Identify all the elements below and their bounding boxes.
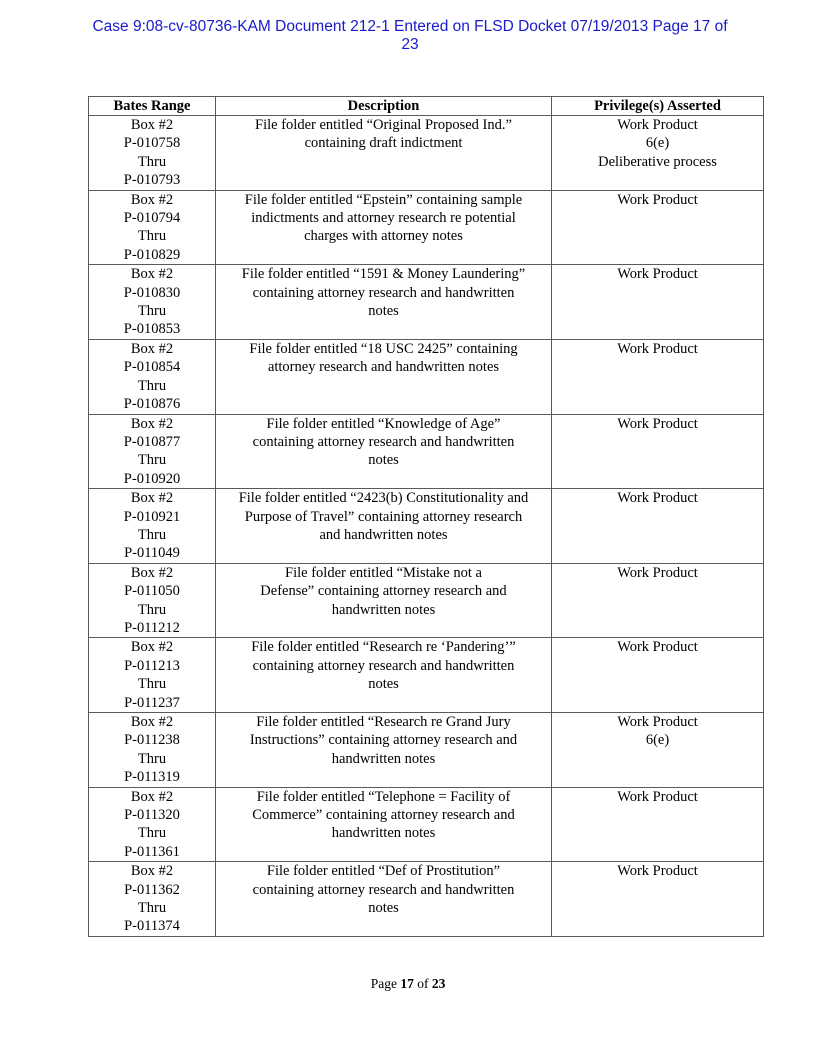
table-row — [89, 862, 764, 937]
description-line: File folder entitled “18 USC 2425” containing — [249, 340, 518, 357]
description-cell — [216, 116, 552, 191]
bates-start: P-011050 — [124, 583, 180, 600]
bates-end: P-011237 — [124, 694, 180, 711]
header-line-1: Case 9:08-cv-80736-KAM Document 212-1 Entered on FLSD Docket 07/19/2013 Page 17 of — [92, 18, 728, 35]
privilege-line: Work Product — [617, 117, 698, 133]
table-row — [89, 190, 764, 265]
table-row — [89, 489, 764, 564]
table-row — [89, 563, 764, 638]
privilege-line: Deliberative process — [598, 153, 717, 170]
description-line: File folder entitled “1591 & Money Laundering” — [241, 266, 526, 283]
bates-start: P-011320 — [124, 807, 180, 824]
privilege-line: Work Product — [617, 788, 698, 805]
privilege-line: 6(e) — [645, 135, 670, 152]
bates-thru: Thru — [137, 377, 167, 394]
bates-end: P-010853 — [123, 321, 181, 338]
bates-thru: Thru — [137, 825, 167, 842]
bates-thru: Thru — [137, 153, 167, 170]
description-line: containing attorney research and handwritten — [252, 657, 515, 674]
privilege-cell — [552, 713, 764, 788]
description-cell — [216, 265, 552, 340]
description-cell — [216, 638, 552, 713]
privilege-cell — [552, 638, 764, 713]
bates-end: P-010793 — [123, 172, 181, 189]
bates-thru: Thru — [137, 228, 167, 245]
privilege-line: Work Product — [617, 863, 698, 880]
bates-thru: Thru — [137, 900, 167, 917]
bates-range-cell — [89, 265, 216, 340]
description-line: containing draft indictment — [304, 135, 463, 152]
bates-thru: Thru — [137, 676, 167, 693]
footer-page-label: Page — [370, 976, 397, 991]
description-line: Instructions” containing attorney research and — [249, 732, 518, 749]
description-line: handwritten notes — [331, 825, 436, 842]
privilege-line: Work Product — [617, 639, 698, 656]
privilege-line: Work Product — [617, 340, 698, 357]
bates-box: Box #2 — [130, 191, 174, 208]
bates-thru: Thru — [137, 526, 167, 543]
bates-start: P-010877 — [123, 433, 181, 450]
privilege-line: 6(e) — [645, 732, 670, 749]
privilege-line: Work Product — [617, 490, 698, 507]
privilege-line: Work Product — [617, 415, 698, 432]
table-row — [89, 787, 764, 862]
bates-end: P-010876 — [123, 396, 181, 413]
description-line: File folder entitled “Research re Grand Jury — [256, 714, 511, 730]
description-line: File folder entitled “Original Proposed Ind.” — [255, 117, 512, 133]
privilege-cell — [552, 563, 764, 638]
description-line: Purpose of Travel” containing attorney research — [244, 508, 523, 525]
table-row — [89, 116, 764, 191]
bates-range-cell — [89, 713, 216, 788]
description-cell — [216, 339, 552, 414]
bates-range-cell — [89, 787, 216, 862]
description-line: notes — [368, 303, 399, 320]
privilege-line: Work Product — [617, 564, 698, 581]
description-line: File folder entitled “2423(b) Constitutionality and — [238, 490, 529, 507]
privilege-line: Work Product — [617, 191, 698, 208]
footer-current-page: 17 — [400, 976, 414, 991]
table-row — [89, 339, 764, 414]
bates-end: P-010829 — [123, 246, 181, 263]
description-cell — [216, 489, 552, 564]
bates-box: Box #2 — [130, 714, 174, 730]
bates-start: P-010830 — [123, 284, 181, 301]
privilege-cell — [552, 787, 764, 862]
table-row — [89, 265, 764, 340]
bates-start: P-010758 — [123, 135, 181, 152]
privilege-cell — [552, 116, 764, 191]
description-line: handwritten notes — [331, 750, 436, 767]
description-line: notes — [368, 900, 399, 917]
description-line: containing attorney research and handwritten — [252, 284, 515, 301]
bates-thru: Thru — [137, 452, 167, 469]
bates-thru: Thru — [137, 303, 167, 320]
bates-box: Box #2 — [130, 863, 174, 880]
table-row — [89, 414, 764, 489]
bates-start: P-010794 — [123, 210, 181, 227]
bates-box: Box #2 — [130, 639, 174, 656]
description-cell — [216, 787, 552, 862]
header-line-2: 23 — [401, 36, 419, 53]
description-cell — [216, 190, 552, 265]
court-filing-header — [60, 18, 760, 54]
description-cell — [216, 563, 552, 638]
bates-box: Box #2 — [130, 788, 174, 805]
description-cell — [216, 414, 552, 489]
privilege-cell — [552, 190, 764, 265]
description-line: containing attorney research and handwritten — [252, 433, 515, 450]
table-header-row — [89, 97, 764, 116]
footer-of-label: of — [417, 976, 429, 991]
description-line: File folder entitled “Knowledge of Age” — [266, 415, 501, 432]
privilege-cell — [552, 414, 764, 489]
bates-range-cell — [89, 190, 216, 265]
bates-end: P-011319 — [124, 769, 180, 786]
bates-box: Box #2 — [130, 415, 174, 432]
bates-end: P-011212 — [124, 619, 180, 636]
bates-box: Box #2 — [130, 117, 174, 133]
privilege-cell — [552, 339, 764, 414]
description-cell — [216, 713, 552, 788]
description-line: charges with attorney notes — [304, 228, 463, 245]
bates-range-cell — [89, 339, 216, 414]
bates-start: P-011213 — [124, 657, 180, 674]
description-line: File folder entitled “Telephone = Facility of — [256, 788, 511, 805]
bates-end: P-011374 — [124, 918, 180, 935]
description-line: and handwritten notes — [319, 526, 448, 543]
description-line: handwritten notes — [331, 601, 436, 618]
bates-end: P-011361 — [124, 843, 180, 860]
privilege-cell — [552, 265, 764, 340]
footer-total-pages: 23 — [431, 976, 446, 991]
bates-range-cell — [89, 414, 216, 489]
bates-box: Box #2 — [130, 340, 174, 357]
column-header-bates-range: Bates Range — [89, 97, 216, 116]
table-row — [89, 638, 764, 713]
bates-end: P-011049 — [124, 545, 180, 562]
description-line: File folder entitled “Research re ‘Pandering’” — [251, 639, 516, 656]
bates-range-cell — [89, 638, 216, 713]
bates-thru: Thru — [137, 601, 167, 618]
column-header-privilege: Privilege(s) Asserted — [552, 97, 764, 116]
privilege-line: Work Product — [617, 266, 698, 283]
bates-end: P-010920 — [123, 470, 181, 487]
description-line: attorney research and handwritten notes — [267, 359, 500, 376]
privilege-line: Work Product — [617, 714, 698, 730]
description-line: Commerce” containing attorney research and — [252, 807, 515, 824]
bates-range-cell — [89, 489, 216, 564]
bates-start: P-010921 — [123, 508, 181, 525]
bates-box: Box #2 — [130, 266, 174, 283]
description-line: File folder entitled “Def of Prostitution” — [266, 863, 501, 880]
page-footer — [0, 976, 816, 992]
bates-thru: Thru — [137, 750, 167, 767]
privilege-log-table — [88, 96, 764, 937]
bates-start: P-010854 — [123, 359, 181, 376]
description-line: containing attorney research and handwritten — [252, 881, 515, 898]
description-line: File folder entitled “Mistake not a — [285, 564, 482, 581]
privilege-cell — [552, 862, 764, 937]
description-line: Defense” containing attorney research and — [260, 583, 507, 600]
bates-start: P-011362 — [124, 881, 180, 898]
description-line: File folder entitled “Epstein” containing sample — [244, 191, 523, 208]
description-line: notes — [368, 452, 399, 469]
bates-start: P-011238 — [124, 732, 180, 749]
bates-box: Box #2 — [130, 564, 174, 581]
column-header-description: Description — [216, 97, 552, 116]
bates-range-cell — [89, 116, 216, 191]
privilege-cell — [552, 489, 764, 564]
bates-box: Box #2 — [130, 490, 174, 507]
bates-range-cell — [89, 563, 216, 638]
description-line: notes — [368, 676, 399, 693]
bates-range-cell — [89, 862, 216, 937]
description-cell — [216, 862, 552, 937]
table-row — [89, 713, 764, 788]
description-line: indictments and attorney research re potential — [251, 210, 516, 227]
